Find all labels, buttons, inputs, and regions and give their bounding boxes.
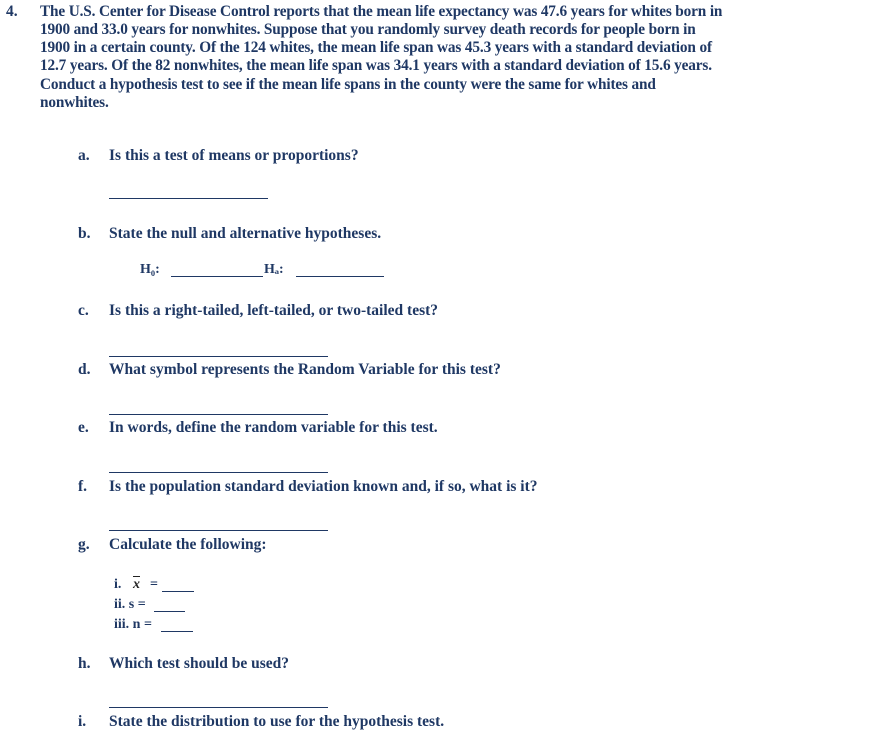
ha-blank[interactable]: [296, 276, 384, 277]
question-d: What symbol represents the Random Variable for this test?: [109, 361, 501, 378]
item-letter: f.: [78, 478, 88, 495]
question-h: Which test should be used?: [109, 655, 290, 672]
answer-blank-d[interactable]: [109, 414, 328, 415]
question-f: Is the population standard deviation known and, if so, what is it?: [109, 478, 538, 495]
sub-ii-label: ii. s =: [114, 597, 146, 612]
xbar-blank[interactable]: [162, 591, 194, 592]
question-i: State the distribution to use for the hypothesis test.: [109, 713, 445, 730]
problem-line: nonwhites.: [40, 94, 109, 111]
problem-line: The U.S. Center for Disease Control reports that the mean life expectancy was 47.6 years for whites born in: [40, 3, 723, 20]
question-a: Is this a test of means or proportions?: [109, 147, 359, 164]
question-b: State the null and alternative hypotheses.: [109, 225, 382, 242]
item-letter: i.: [78, 713, 87, 730]
item-letter: e.: [78, 419, 89, 436]
item-letter: d.: [78, 361, 91, 378]
item-letter: g.: [78, 536, 90, 553]
question-g: Calculate the following:: [109, 536, 267, 553]
question-e: In words, define the random variable for this test.: [109, 419, 438, 436]
ha-label: Hₐ:: [264, 262, 284, 277]
item-letter: h.: [78, 655, 91, 672]
n-blank[interactable]: [161, 631, 193, 632]
answer-blank-h[interactable]: [109, 707, 328, 708]
question-number: 4.: [6, 3, 18, 20]
problem-line: 12.7 years. Of the 82 nonwhites, the mean life span was 34.1 years with a standard deviation of 15.6 years.: [40, 57, 712, 74]
sub-i-label: i.: [114, 577, 122, 592]
problem-line: Conduct a hypothesis test to see if the mean life spans in the county were the same for whites and: [40, 76, 656, 93]
answer-blank-e[interactable]: [109, 472, 328, 473]
item-letter: b.: [78, 225, 91, 242]
item-letter: a.: [78, 147, 90, 164]
item-letter: c.: [78, 302, 89, 319]
s-blank[interactable]: [154, 611, 185, 612]
sub-iii-label: iii. n =: [114, 617, 152, 632]
sub-i-equals: =: [150, 577, 158, 592]
h0-label: H₀:: [140, 262, 160, 277]
problem-line: 1900 and 33.0 years for nonwhites. Suppose that you randomly survey death records for people born in: [40, 21, 696, 38]
answer-blank-c[interactable]: [109, 356, 328, 357]
question-c: Is this a right-tailed, left-tailed, or two-tailed test?: [109, 302, 439, 319]
x-bar-symbol: $\overline{x}$: [133, 577, 140, 592]
problem-line: 1900 in a certain county. Of the 124 whites, the mean life span was 45.3 years with a standard deviation of: [40, 39, 712, 56]
answer-blank-f[interactable]: [109, 530, 328, 531]
h0-blank[interactable]: [171, 276, 263, 277]
answer-blank-a[interactable]: [109, 198, 268, 199]
